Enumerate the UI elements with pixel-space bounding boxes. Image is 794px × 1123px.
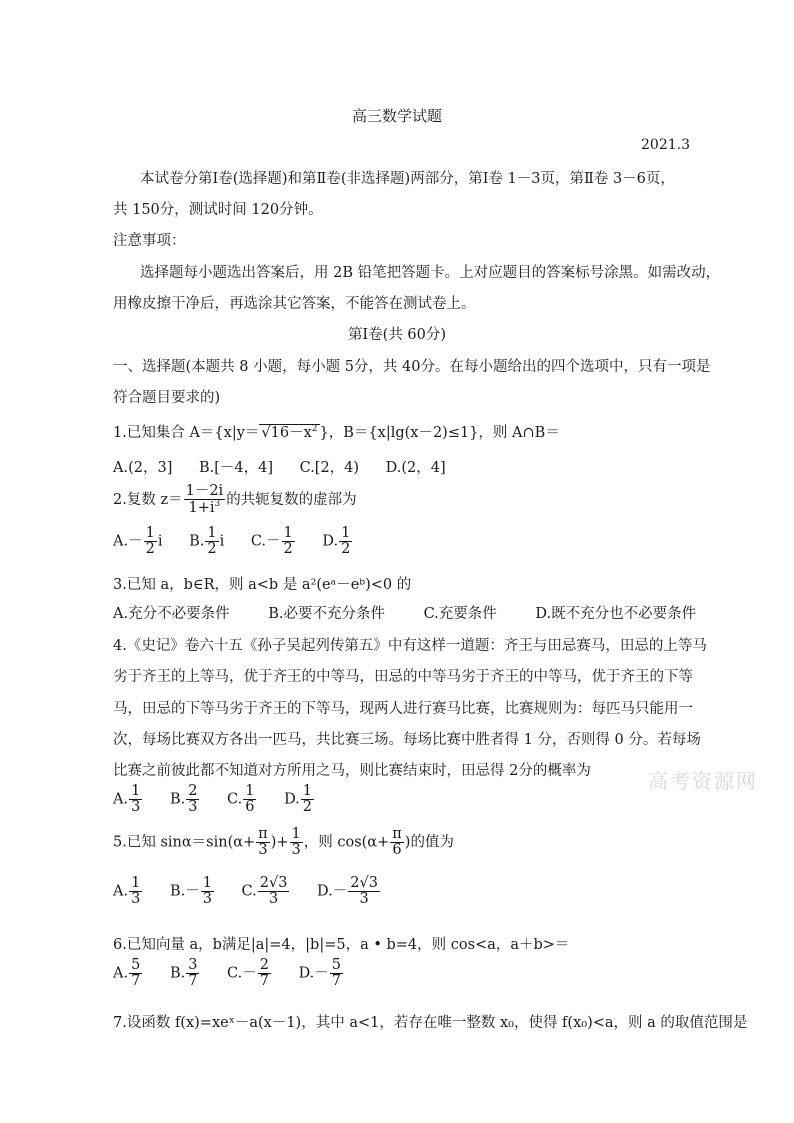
question-4-line-2: 劣于齐王的上等马，优于齐王的中等马，田忌的中等马劣于齐王的中等马，优于齐王的下等	[113, 669, 693, 685]
question-1: 1.已知集合 $A=\{x|y= √16-x^2$ }，B＝{x|lg(x－2)≤1}，则 A∩B＝	[113, 424, 560, 441]
notes-heading: 注意事项：	[113, 233, 186, 249]
part1-instructions-1: 一、选择题(本题共 8 小题，每小题 5分，共 40分。在每小题给出的四个选项中，只有一项是	[113, 359, 711, 375]
option-a: A.(2，3]	[113, 460, 173, 476]
question-4-line-1: 4.《史记》卷六十五《孙子吴起列传第五》中有这样一道题：齐王与田忌赛马，田忌的上等马	[113, 638, 707, 654]
question-4-line-3: 马，田忌的下等马劣于齐王的下等马，现两人进行赛马比赛，比赛规则为：每匹马只能用一	[113, 701, 693, 717]
intro-line-1: 本试卷分第Ⅰ卷(选择题)和第Ⅱ卷(非选择题)两部分，第Ⅰ卷 1－3页，第Ⅱ卷 3－6页，	[140, 171, 675, 187]
question-4-line-5: 比赛之前彼此都不知道对方所用之马，则比赛结束时，田忌得 2分的概率为	[113, 763, 591, 779]
question-3-options: A.充分不必要条件 B.必要不充分条件 C.充要条件 D.既不充分也不必要条件	[113, 606, 697, 622]
intro-line-2: 共 150分，测试时间 120分钟。	[113, 202, 323, 218]
exam-title: 高三数学试题	[351, 107, 442, 125]
question-6: 6.已知向量 a，b满足|a|=4，|b|=5，a • b=4，则 cos<a，a＋b>＝	[113, 937, 570, 953]
watermark: 高考资源网	[648, 769, 758, 793]
question-4-line-4: 次，每场比赛双方各出一匹马，共比赛三场。每场比赛中胜者得 1 分，否则得 0 分。若每场	[113, 732, 701, 748]
question-5: 5.已知 sinα＝sin(α+ $\frac{\pi}{3}$ )+ $\frac{1}{3}$ ，则 cos(α+ $\frac{\pi}{6}$ )的值为	[113, 826, 454, 859]
notes-line-2: 用橡皮擦干净后，再选涂其它答案，不能答在测试卷上。	[113, 296, 476, 312]
section-title: 第Ⅰ卷(共 60分)	[347, 327, 447, 343]
part1-instructions-2: 符合题目要求的)	[113, 390, 221, 406]
question-4-options: A. $\frac{1}{3}$ B. $\frac{2}{3}$ C. $\frac{1}{6}$ D. $\frac{1}{2}$	[113, 783, 313, 816]
notes-line-1: 选择题每小题选出答案后，用 2B 铅笔把答题卡。上对应题目的答案标号涂黑。如需改动，	[140, 265, 721, 281]
option-d: D.(2，4]	[385, 460, 446, 476]
question-1-options	[113, 456, 468, 477]
question-7: 7.设函数 f(x)=xeˣ－a(x－1)，其中 a<1，若存在唯一整数 x₀，使得 f(x₀)<a，则 a 的取值范围是	[113, 1015, 748, 1031]
option-c: C.[2，4)	[299, 460, 360, 476]
question-5-options: A. $\frac{1}{3}$ B.－ $\frac{1}{3}$ C. $\frac{2√3}{3}$ D.－ $\frac{2√3}{3}$	[113, 875, 378, 908]
exam-date: 2021.3	[641, 137, 690, 153]
option-b: B.[－4，4]	[198, 460, 273, 476]
question-2: 2.复数 z＝ $\frac{1-2i}{1+i^3}$ 的共轭复数的虚部为	[113, 483, 357, 517]
question-2-options: A.－ $\frac{1}{2}$ i B. $\frac{1}{2}$ i C.－ $\frac{1}{2}$ D. $\frac{1}{2}$	[113, 525, 351, 558]
question-3: 3.已知 a，b∈R，则 a<b 是 a²(eᵃ－eᵇ)<0 的	[113, 577, 412, 593]
fraction: $\frac{1-2i}{1+i^3}$	[185, 483, 224, 517]
sqrt-expression: $√16-x^2$	[261, 424, 318, 441]
question-6-options: A. $\frac{5}{7}$ B. $\frac{3}{7}$ C.－ $\frac{2}{7}$ D.－ $\frac{5}{7}$	[113, 957, 342, 990]
